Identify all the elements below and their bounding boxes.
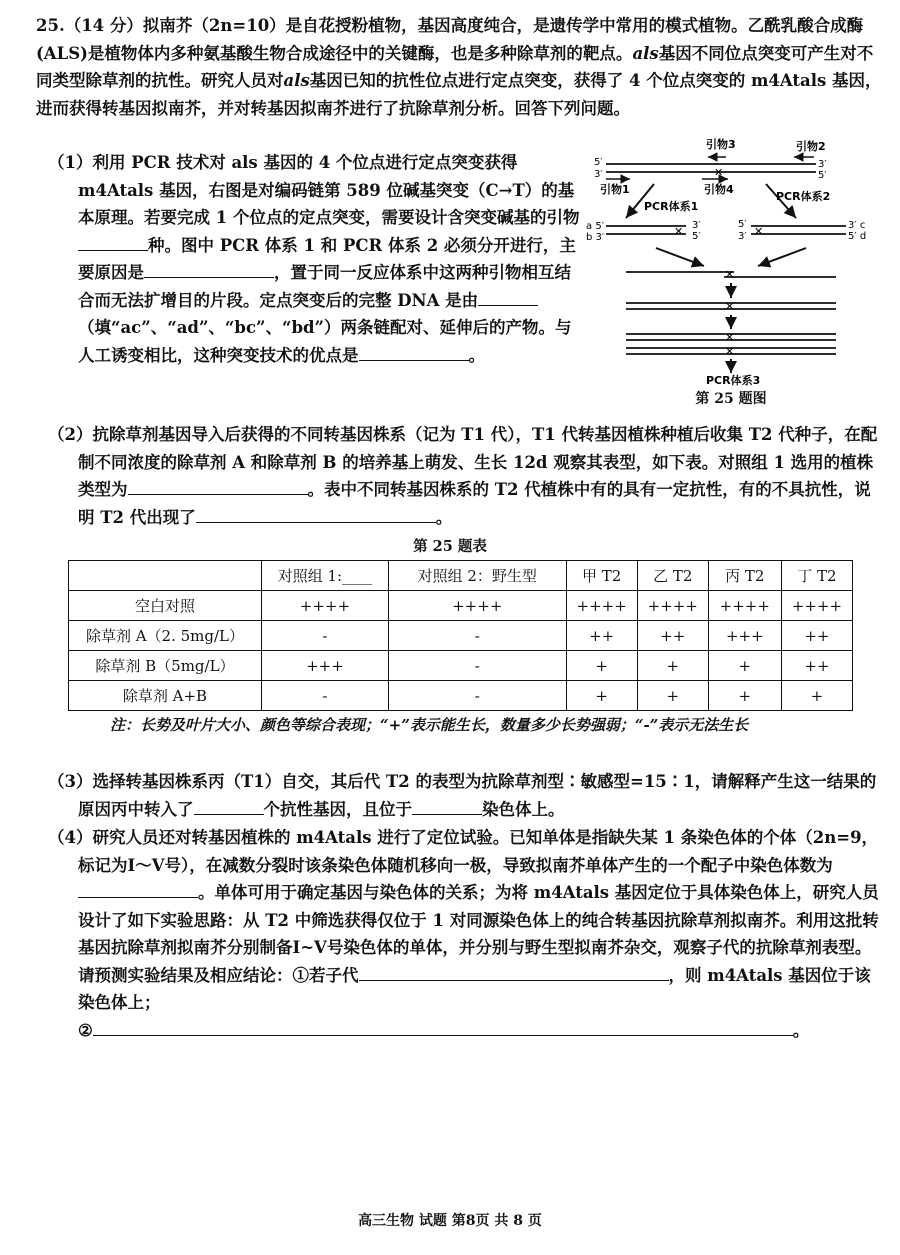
answer-blank-primer-count[interactable]: [78, 232, 148, 250]
table-cell: -: [261, 621, 388, 651]
part-3-text-2: 个抗性基因，且位于: [263, 799, 412, 819]
label-3prime-bottom: 3′: [594, 169, 603, 180]
primer2-label: 引物2: [796, 140, 826, 153]
mutation-mark-top: ✕: [714, 166, 724, 179]
part-3-text-1: （3）选择转基因株系丙（T1）自交，其后代 T2 的表型为抗除草剂型∶敏感型=15∶1，请解释产生这一结果的原因丙中转入了: [48, 772, 877, 819]
part-4-text-5: 。: [792, 1020, 810, 1040]
primer3-label: 引物3: [706, 138, 736, 151]
part-2-text-3: 。: [435, 507, 453, 527]
part-2: [48, 421, 883, 531]
answer-blank-reason[interactable]: [144, 260, 274, 278]
part-1-text-1: （1）利用 PCR 技术对 als 基因的 4 个位点进行定点突变获得 m4Atals 基因，右图是对编码链第 589 位碱基突变（C→T）的基本原理。若要完成 1 个位点的定点突变，需要设计含突变碱基的引物: [48, 153, 580, 227]
table-cell: 除草剂 A（2. 5mg/L）: [69, 621, 262, 651]
table-cell: +: [637, 651, 708, 681]
arrow-merge-right: [758, 248, 806, 266]
part-4-text-3: ，则 m4Atals 基因位于该染色体上；: [78, 965, 871, 1012]
part-1-text-2: 种。图中 PCR 体系 1 和 PCR 体系 2 必须分开进行，主要原因是: [78, 235, 576, 282]
label-b: b 3′: [586, 232, 605, 243]
table-cell: ++: [637, 621, 708, 651]
table-header: 对照组 1:____: [261, 561, 388, 591]
table-cell: ++: [781, 621, 852, 651]
label-3prime-top: 3′: [818, 159, 827, 170]
answer-blank-control-type[interactable]: [128, 477, 308, 495]
table-row: [69, 591, 853, 621]
answer-blank-strands[interactable]: [478, 287, 538, 305]
label-5prime-bottom: 5′: [818, 170, 827, 181]
label-5prime-c: 5′: [738, 219, 747, 230]
pcr3-label: PCR体系3: [706, 374, 761, 387]
answer-blank-result-2[interactable]: [93, 1017, 793, 1035]
table-cell: ++++: [637, 591, 708, 621]
table-row: [69, 651, 853, 681]
primer4-label: 引物4: [704, 183, 734, 196]
table-cell: +: [708, 651, 781, 681]
answer-blank-phenomenon[interactable]: [196, 504, 436, 522]
mutation-mark-amp-2: ✕: [725, 345, 735, 358]
label-d: 5′ d: [848, 231, 867, 242]
pcr1-label: PCR体系1: [644, 200, 699, 213]
table-cell: 除草剂 B（5mg/L）: [69, 651, 262, 681]
table-cell: 空白对照: [69, 591, 262, 621]
primer1-label: 引物1: [600, 183, 630, 196]
table-cell: ++++: [566, 591, 637, 621]
table-header: 丁 T2: [781, 561, 852, 591]
table-cell: ++++: [388, 591, 566, 621]
table-cell: ++: [781, 651, 852, 681]
label-5prime-top: 5′: [594, 157, 603, 168]
table-cell: ++: [566, 621, 637, 651]
question-25-intro: [36, 12, 884, 122]
figure-caption: 第 25 题图: [695, 391, 767, 407]
answer-blank-gene-count[interactable]: [194, 796, 264, 814]
pcr2-label: PCR体系2: [776, 190, 831, 203]
part-4-text-2: 。单体可用于确定基因与染色体的关系；为将 m4Atals 基因定位于具体染色体上，研究人员设计了如下实验思路：从 T2 中筛选获得仅位于 1 对同源染色体上的纯合转基因抗除草剂拟南芥。利用这批转基因抗除草剂拟南芥分别制备Ⅰ~Ⅴ号染色体的单体，并分别与野生型拟南芥杂交，观察子代的抗除草剂表型。请预测实验结果及相应结论：①若子代: [78, 883, 879, 985]
label-c: 3′ c: [848, 220, 866, 231]
table-cell: +: [637, 681, 708, 711]
table-header: 乙 T2: [637, 561, 708, 591]
arrow-merge-left: [656, 248, 704, 266]
table-row: [69, 621, 853, 651]
table-cell: ++++: [781, 591, 852, 621]
table-note: 注：长势及叶片大小、颜色等综合表现；“+”表示能生长，数量多少长势强弱；“-”表示无法生长: [110, 716, 749, 734]
part-4: [48, 824, 883, 1044]
label-5prime-b: 5′: [692, 231, 701, 242]
mutation-mark-left: ✕: [674, 225, 684, 238]
part-1-text-4: （填“ac”、“ad”、“bc”、“bd”）两条链配对、延伸后的产物。与人工诱变相比，这种突变技术的优点是: [78, 318, 572, 365]
part-2-text-1: （2）抗除草剂基因导入后获得的不同转基因株系（记为 T1 代），T1 代转基因植株种植后收集 T2 代种子，在配制不同浓度的除草剂 A 和除草剂 B 的培养基上萌发、生长 12d 观察其表型，如下表。对照组 1 选用的植株类型为: [48, 425, 878, 499]
part-3-text-3: 染色体上。: [482, 799, 565, 819]
part-3: [48, 768, 883, 823]
table-cell: +: [566, 651, 637, 681]
label-3prime-d: 3′: [738, 231, 747, 242]
table-header: 对照组 2：野生型: [388, 561, 566, 591]
table-cell: ++++: [708, 591, 781, 621]
table-row: [69, 681, 853, 711]
label-3prime-a: 3′: [692, 220, 701, 231]
mutation-mark-extended: ✕: [725, 300, 735, 313]
answer-blank-chromosome[interactable]: [412, 796, 482, 814]
answer-blank-gamete-chromosomes[interactable]: [78, 880, 198, 898]
answer-blank-result-1[interactable]: [359, 962, 669, 980]
part-1: [48, 149, 583, 369]
table-cell: +: [708, 681, 781, 711]
answer-blank-advantage[interactable]: [359, 342, 469, 360]
table-cell: +++: [261, 651, 388, 681]
intro-text-2: 基因不同位点突变可产生对不同类型除草剂的抗性。研究人员对: [36, 43, 874, 90]
gene-als-italic-2: als: [283, 71, 310, 90]
part-1-text-3: ，置于同一反应体系中这两种引物相互结合而无法扩增目的片段。定点突变后的完整 DNA 是由: [78, 263, 571, 310]
table-cell: +++: [708, 621, 781, 651]
mutation-mark-overlap: ✕: [725, 268, 735, 281]
part-4-text-4: ②: [78, 1020, 93, 1040]
table-caption: 第 25 题表: [413, 538, 487, 555]
table-cell: -: [388, 651, 566, 681]
table-cell: -: [388, 681, 566, 711]
table-header: [69, 561, 262, 591]
intro-text-3: 基因已知的抗性位点进行定点突变，获得了 4 个位点突变的 m4Atals 基因，进而获得转基因拟南芥，并对转基因拟南芥进行了抗除草剂分析。回答下列问题。: [36, 71, 882, 118]
gene-als-italic: als: [632, 43, 659, 63]
part-2-text-2: 。表中不同转基因株系的 T2 代植株中有的具有一定抗性，有的不具抗性，说明 T2 代出现了: [78, 480, 871, 527]
table-cell: 除草剂 A+B: [69, 681, 262, 711]
table-cell: +: [566, 681, 637, 711]
label-a: a 5′: [586, 221, 604, 232]
table-cell: +: [781, 681, 852, 711]
table-header: 甲 T2: [566, 561, 637, 591]
mutation-mark-amp-1: ✕: [725, 331, 735, 344]
part-4-text-1: （4）研究人员还对转基因植株的 m4Atals 进行了定位试验。已知单体是指缺失某 1 条染色体的个体（2n=9，标记为Ⅰ～Ⅴ号），在减数分裂时该条染色体随机移向一极，导致拟南芥单体产生的一个配子中染色体数为: [48, 828, 879, 875]
intro-text-1: 25.（14 分）拟南芥（2n=10）是自花授粉植物，基因高度纯合，是遗传学中常用的模式植物。乙酰乳酸合成酶(ALS)是植物体内多种氨基酸生物合成途径中的关键酶，也是多种除草剂的靶点。: [36, 16, 864, 63]
table-cell: ++++: [261, 591, 388, 621]
table-cell: -: [261, 681, 388, 711]
part-1-text-5: 。: [468, 345, 485, 365]
results-table: [68, 560, 853, 711]
table-cell: -: [388, 621, 566, 651]
table-header-row: [69, 561, 853, 591]
mutation-mark-right: ✕: [754, 225, 764, 238]
table-header: 丙 T2: [708, 561, 781, 591]
page-footer: 高三生物 试题 第8页 共 8 页: [358, 1213, 542, 1229]
